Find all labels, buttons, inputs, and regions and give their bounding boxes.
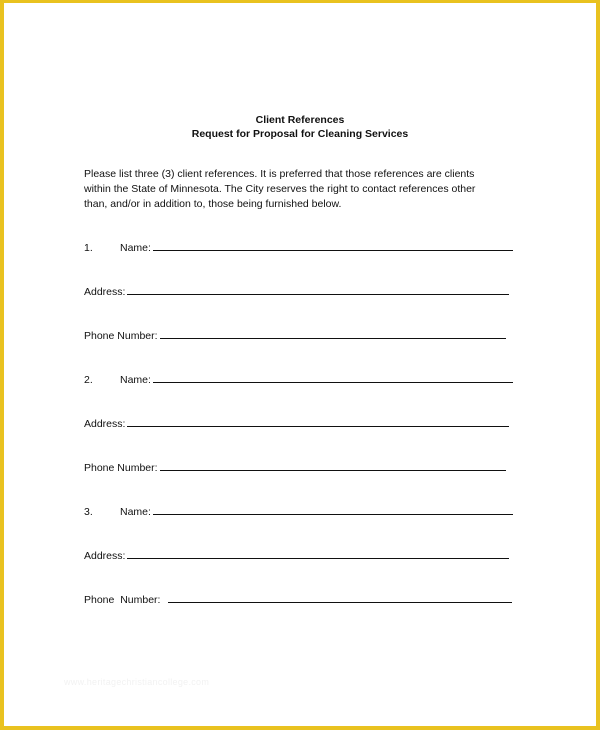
reference-3-phone-field[interactable] (168, 592, 512, 603)
reference-2-address-row (84, 416, 509, 431)
reference-1-address-field[interactable] (127, 284, 509, 295)
reference-3-number: 3. (84, 506, 93, 518)
reference-3-phone-label: Phone Number: (84, 594, 161, 606)
reference-2-name-field[interactable] (153, 372, 513, 383)
reference-2-phone-field[interactable] (160, 460, 506, 471)
document-page (4, 3, 596, 726)
reference-3-name-row (84, 504, 513, 519)
reference-3-address-label: Address: (84, 550, 126, 562)
document-subtitle: Request for Proposal for Cleaning Services (191, 128, 409, 140)
reference-3-name-label: Name: (120, 506, 151, 518)
reference-1-name-row (84, 240, 513, 255)
reference-2-address-field[interactable] (127, 416, 509, 427)
reference-1-name-field[interactable] (153, 240, 513, 251)
reference-2-address-label: Address: (84, 418, 126, 430)
reference-3-name-field[interactable] (153, 504, 513, 515)
reference-1-name-label: Name: (120, 242, 151, 254)
reference-3-phone-row (84, 592, 512, 607)
reference-2-phone-label: Phone Number: (84, 462, 158, 474)
document-title: Client References (255, 114, 345, 126)
reference-1-phone-label: Phone Number: (84, 330, 158, 342)
reference-3-address-field[interactable] (127, 548, 509, 559)
reference-1-phone-field[interactable] (160, 328, 506, 339)
reference-2-phone-row (84, 460, 506, 475)
reference-2-name-label: Name: (120, 374, 151, 386)
reference-1-number: 1. (84, 242, 93, 254)
reference-1-phone-row (84, 328, 506, 343)
reference-1-address-row (84, 284, 509, 299)
title-block (4, 113, 596, 141)
intro-line-3: than, and/or in addition to, those being furnished below. (84, 198, 342, 210)
reference-1-address-label: Address: (84, 286, 126, 298)
watermark: www.heritagechristiancollege.com (64, 677, 210, 687)
intro-line-2: within the State of Minnesota. The City reserves the right to contact references other (84, 183, 476, 195)
intro-paragraph (84, 167, 520, 212)
reference-3-address-row (84, 548, 509, 563)
reference-2-number: 2. (84, 374, 93, 386)
intro-line-1: Please list three (3) client references. It is preferred that those references are clients (84, 168, 475, 180)
reference-2-name-row (84, 372, 513, 387)
